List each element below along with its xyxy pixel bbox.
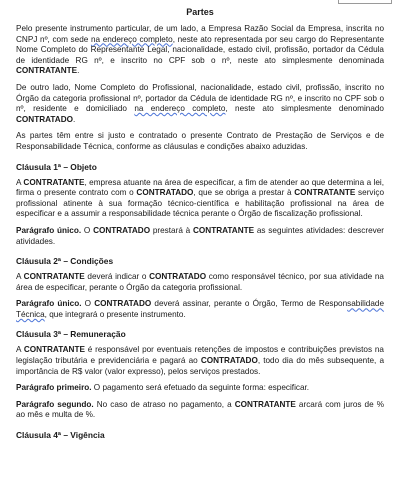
clause-3-first-paragraph: Parágrafo primeiro. O pagamento será efetuado da seguinte forma: especificar.: [16, 383, 310, 393]
clause-3-heading: Cláusula 3ª – Remuneração: [16, 329, 126, 340]
spellcheck-underline: sabilidade Técnica: [16, 299, 385, 319]
clause-3-body: A CONTRATANTE é responsável por eventuais retenções de impostos e contribuições previstos na legislação tributária e previdenciária e pagará ao CONTRATADO, todo dia do mês subsequente, a importância de R$ valor (valor expresso), pelos serviços prestados.: [16, 345, 385, 376]
window-top-strip: [0, 0, 400, 5]
party-name: CONTRATANTE: [16, 66, 78, 76]
spellcheck-underline: na endereço completo: [90, 34, 173, 44]
parties-paragraph-contratante: Pelo presente instrumento particular, de um lado, a Empresa Razão Social da Empresa, inscrita no CNPJ nº, com sede na endereço completo, neste ato representada por seu cargo do Representante Nome Completo do Representante Legal, nacionalidade, estado civil, profissão, portador da Cédula de identidade RG nº, e inscrito no CPF sob o nº, neste ato simplesmente denominada CONTRATANTE.: [16, 24, 384, 76]
document-page: [16, 6, 384, 446]
party-name: CONTRATADO: [16, 114, 73, 124]
agreement-paragraph: As partes têm entre si justo e contratado o presente Contrato de Prestação de Serviços e de Responsabilidade Técnica, conforme as cláusulas e condições abaixo aduzidas.: [16, 131, 384, 151]
spellcheck-underline: na endereço completo: [134, 104, 226, 114]
clause-1-body: A CONTRATANTE, empresa atuante na área de especificar, a fim de atender ao que determina a lei, firma o presente contrato com o CONTRATADO, que se obriga a prestar à CONTRATANTE serviço profissional atinente à sua formação técnico-científica e habilitação profissional na área de especificar e a assumir a responsabilidade técnica perante o Órgão de fiscalização profissional.: [16, 177, 384, 219]
clause-1-heading: Cláusula 1ª – Objeto: [16, 161, 97, 172]
toolbar-field: [338, 0, 392, 4]
document-title: Partes: [186, 7, 214, 17]
clause-3-second-paragraph: Parágrafo segundo. No caso de atraso no pagamento, a CONTRATANTE arcará com juros de % ao mês e multa de %.: [16, 399, 385, 420]
parties-paragraph-contratado: De outro lado, Nome Completo do Profissional, nacionalidade, estado civil, profissão, inscrito no Órgão da categoria profissional nº, portador da Cédula de identidade RG nº, e inscrito no CPF sob o nº, residente e domiciliado na endereço completo, neste ato simplesmente denominado CONTRATADO.: [16, 82, 384, 124]
clause-2-heading: Cláusula 2ª – Condições: [16, 256, 114, 267]
clause-2-single-paragraph: Parágrafo único. O CONTRATADO deverá assinar, perante o Órgão, Termo de Responsabilidade Técnica, que integrará o presente instrumento.: [16, 299, 385, 319]
clause-1-single-paragraph: Parágrafo único. O CONTRATADO prestará à CONTRATANTE as seguintes atividades: descrever atividades.: [16, 225, 385, 246]
cut-off-next-line: [16, 489, 384, 495]
clause-2-body: A CONTRATANTE deverá indicar o CONTRATADO como responsável técnico, por sua atividade na área de especificar, perante o Órgão da categoria profissional.: [16, 272, 384, 292]
clause-4-heading: Cláusula 4ª – Vigência: [16, 430, 105, 441]
